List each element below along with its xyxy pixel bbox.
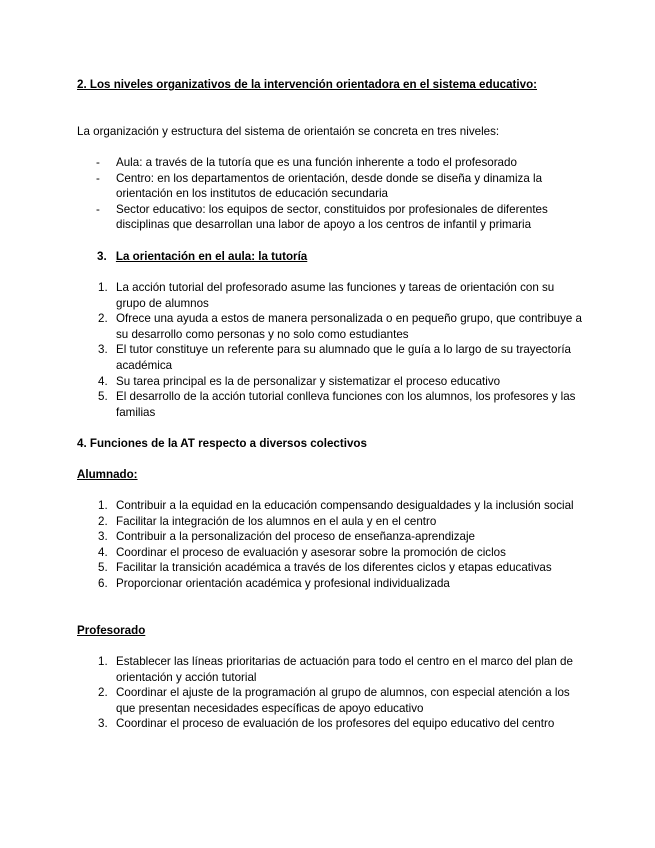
list-item: 2. Facilitar la integración de los alumnos en el aula y en el centro (98, 514, 437, 528)
section-2-intro: La organización y estructura del sistema de orientaión se concreta en tres niveles: (77, 125, 500, 138)
list-item: 2. Coordinar el ajuste de la programación al grupo de alumnos, con especial atención a los que presentan necesidades específicas de apoyo educativo (98, 686, 570, 715)
alumnado-list (77, 498, 587, 592)
list-item: 5. Facilitar la transición académica a través de los diferentes ciclos y etapas educativas (98, 561, 552, 575)
list-item: 1. Contribuir a la equidad en la educación compensando desigualdades y la inclusión social (98, 499, 574, 512)
list-item: 3. Contribuir a la personalización del proceso de enseñanza-aprendizaje (98, 530, 475, 544)
list-item: 4. Su tarea principal es la de personalizar y sistematizar el proceso educativo (98, 374, 501, 388)
list-item: 6. Proporcionar orientación académica y profesional individualizada (98, 576, 450, 590)
section-2-heading: 2. Los niveles organizativos de la intervención orientadora en el sistema educativo: (77, 78, 538, 91)
profesorado-list (77, 654, 587, 732)
section-4-heading: 4. Funciones de la AT respecto a diversos colectivos (77, 437, 367, 450)
profesorado-heading: Profesorado (77, 624, 146, 637)
alumnado-heading: Alumnado: (77, 468, 138, 481)
list-item: - Sector educativo: los equipos de sector, constituidos por profesionales de diferentes disciplinas que desarrollan una labor de apoyo a los centros de infantil y primaria (96, 202, 548, 232)
list-item: 5. El desarrollo de la acción tutorial conlleva funciones con los alumnos, los profesores y las familias (98, 390, 576, 419)
list-item: 1. La acción tutorial del profesorado asume las funciones y tareas de orientación con su grupo de alumnos (98, 281, 555, 310)
section-3-heading: 3. La orientación en el aula: la tutoría (97, 250, 308, 263)
list-item: 3. Coordinar el proceso de evaluación de los profesores del equipo educativo del centro (98, 717, 555, 731)
list-item: 1. Establecer las líneas prioritarias de actuación para todo el centro en el marco del plan de orientación y acción tutorial (98, 655, 573, 684)
list-item: 2. Ofrece una ayuda a estos de manera personalizada o en pequeño grupo, que contribuye a su desarrollo como personas y no solo como estudiantes (98, 312, 583, 341)
tutoria-list (77, 280, 587, 420)
levels-list (77, 155, 587, 233)
list-item: - Centro: en los departamentos de orientación, desde donde se diseña y dinamiza la orientación en los institutos de educación secundaria (96, 171, 543, 201)
list-item: 3. El tutor constituye un referente para su alumnado que le guía a lo largo de su trayectoría académica (98, 343, 572, 372)
list-item: 4. Coordinar el proceso de evaluación y asesorar sobre la promoción de ciclos (98, 545, 506, 559)
list-item: - Aula: a través de la tutoría que es una función inherente a todo el profesorado (96, 156, 517, 169)
